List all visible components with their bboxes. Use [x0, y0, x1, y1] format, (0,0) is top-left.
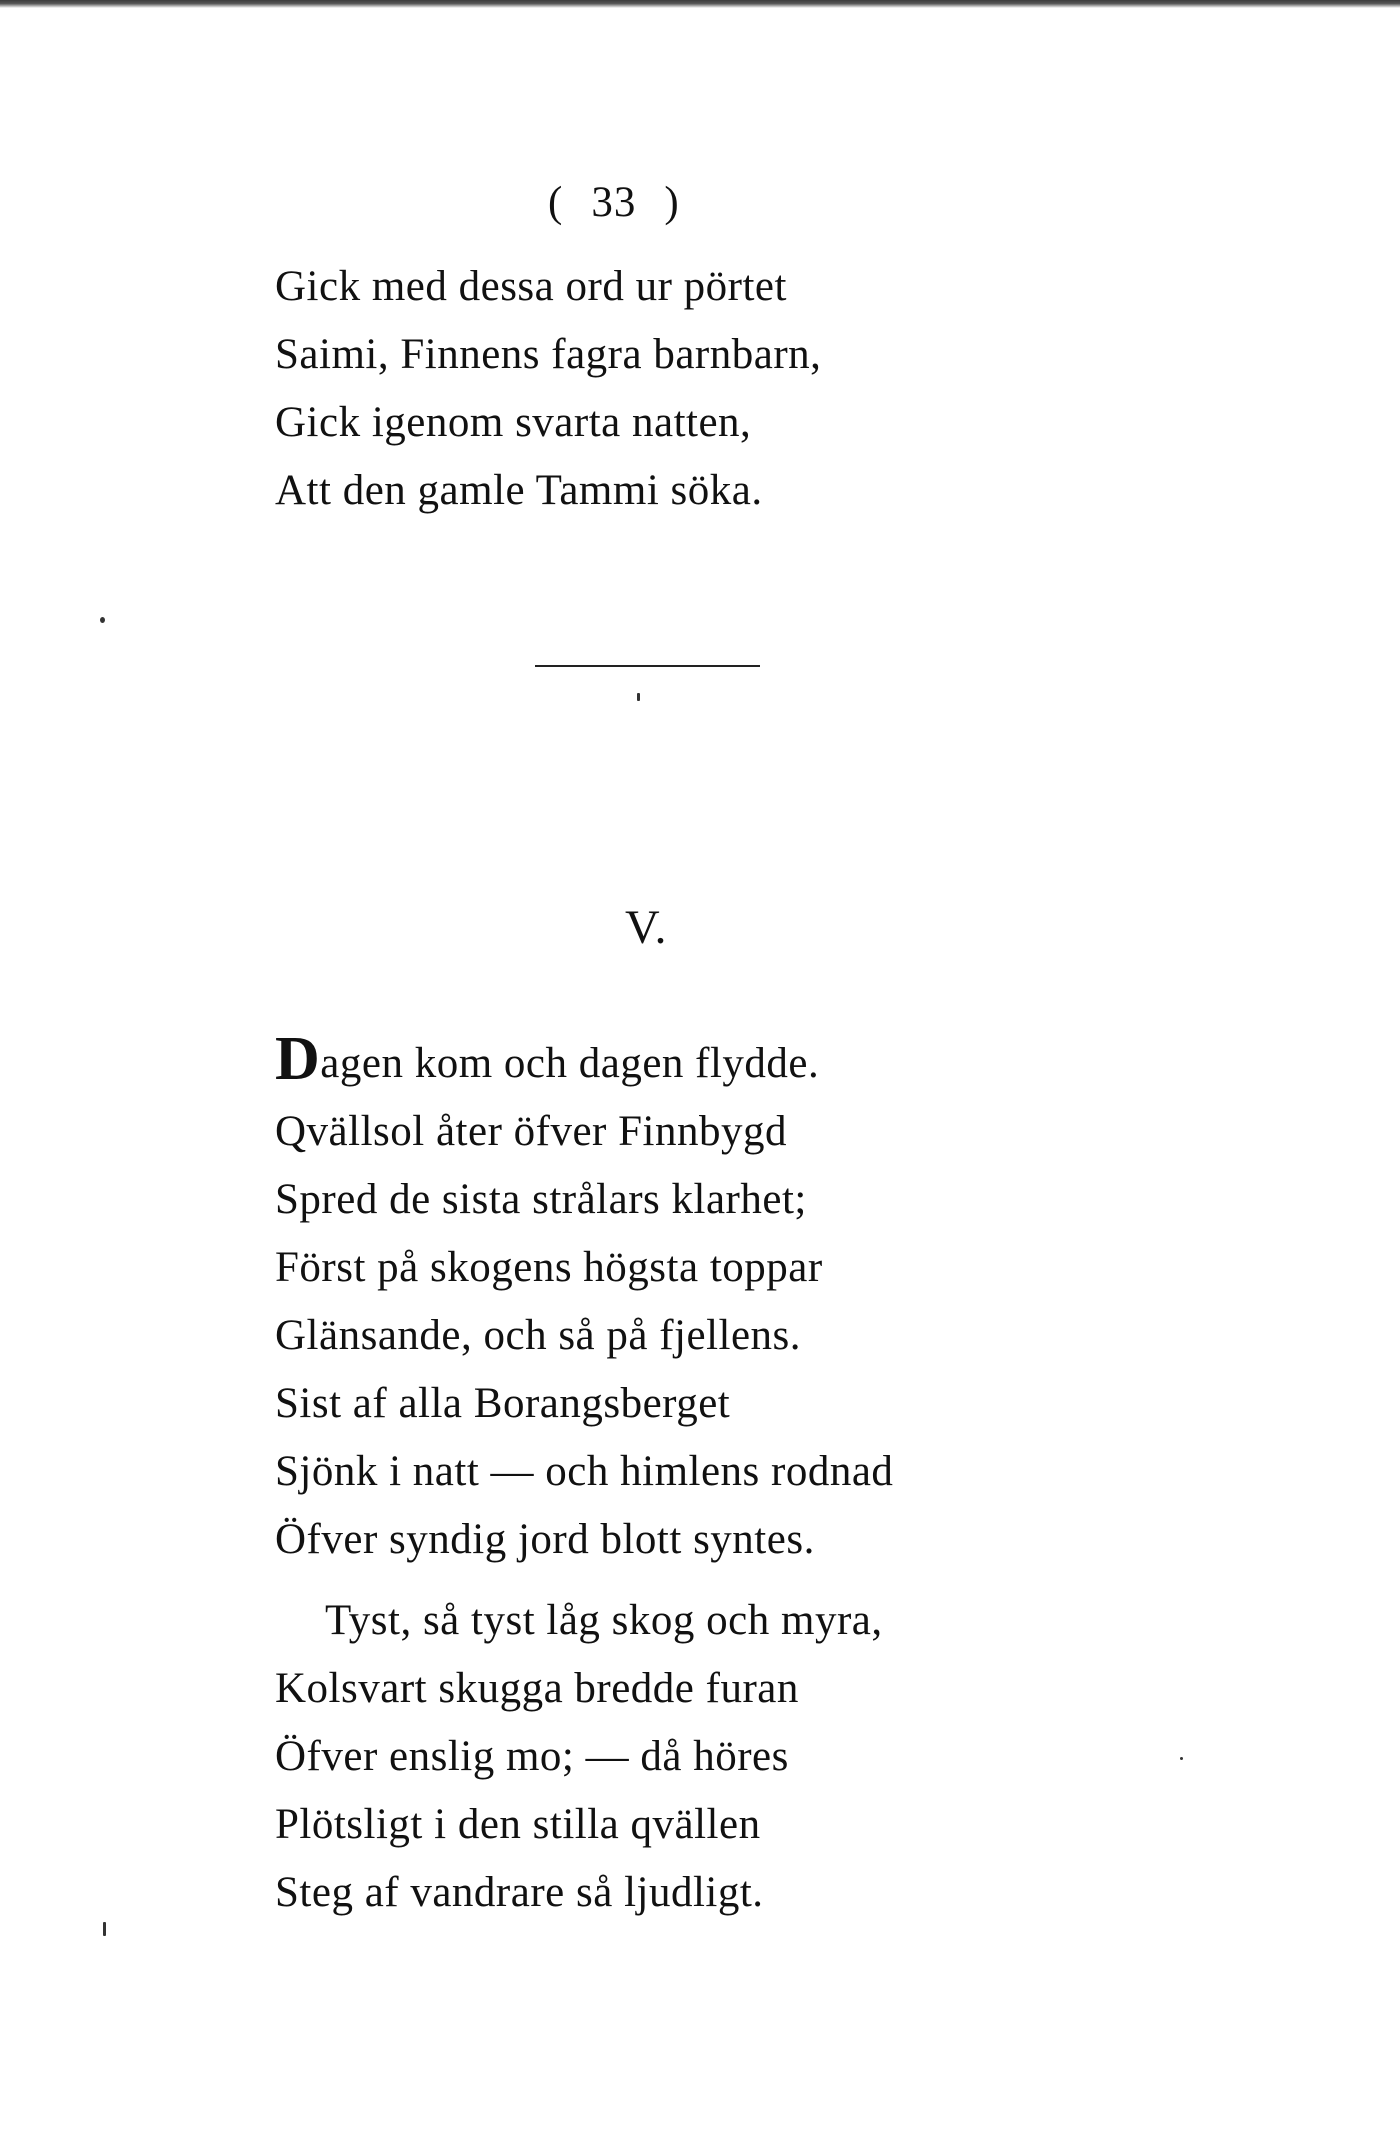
- page-number: [548, 178, 748, 227]
- verse-line: Steg af vandrare så ljudligt.: [275, 1869, 764, 1916]
- stanza-3: [275, 1587, 883, 1927]
- scan-edge-shadow: [0, 0, 1400, 8]
- verse-line-first: [275, 1025, 893, 1098]
- verse-line: Qvällsol åter öfver Finnbygd: [275, 1108, 787, 1155]
- section-divider-rule: [535, 665, 760, 667]
- verse-line: Saimi, Finnens fagra barnbarn,: [275, 331, 822, 378]
- scan-speck: [103, 1922, 106, 1936]
- stanza-1: [275, 253, 821, 525]
- page-number-value: 33: [591, 179, 637, 226]
- verse-line: Sist af alla Borangsberget: [275, 1380, 731, 1427]
- verse-line: Plötsligt i den stilla qvällen: [275, 1801, 761, 1848]
- scan-speck: [100, 617, 105, 623]
- verse-line: Gick igenom svarta natten,: [275, 399, 752, 446]
- section-heading: V.: [625, 901, 668, 954]
- drop-initial: D: [275, 1025, 321, 1093]
- verse-line: Tyst, så tyst låg skog och myra,: [325, 1597, 883, 1644]
- verse-line: Först på skogens högsta toppar: [275, 1244, 823, 1291]
- verse-line: Att den gamle Tammi söka.: [275, 467, 763, 514]
- page-number-paren-right: ): [664, 179, 680, 226]
- verse-line: Öfver syndig jord blott syntes.: [275, 1516, 815, 1563]
- verse-line: Sjönk i natt — och himlens rodnad: [275, 1448, 894, 1495]
- verse-line: Spred de sista strålars klarhet;: [275, 1176, 807, 1223]
- verse-line-first-rest: agen kom och dagen flydde.: [320, 1040, 820, 1087]
- scan-speck: [637, 693, 640, 701]
- page-number-paren-left: (: [548, 179, 564, 226]
- verse-line: Öfver enslig mo; — då höres: [275, 1733, 789, 1780]
- verse-line: Kolsvart skugga bredde furan: [275, 1665, 799, 1712]
- scan-speck: [1180, 1757, 1183, 1760]
- stanza-2: [275, 1025, 894, 1574]
- verse-line: Gick med dessa ord ur pörtet: [275, 263, 787, 310]
- verse-line: Glänsande, och så på fjellens.: [275, 1312, 802, 1359]
